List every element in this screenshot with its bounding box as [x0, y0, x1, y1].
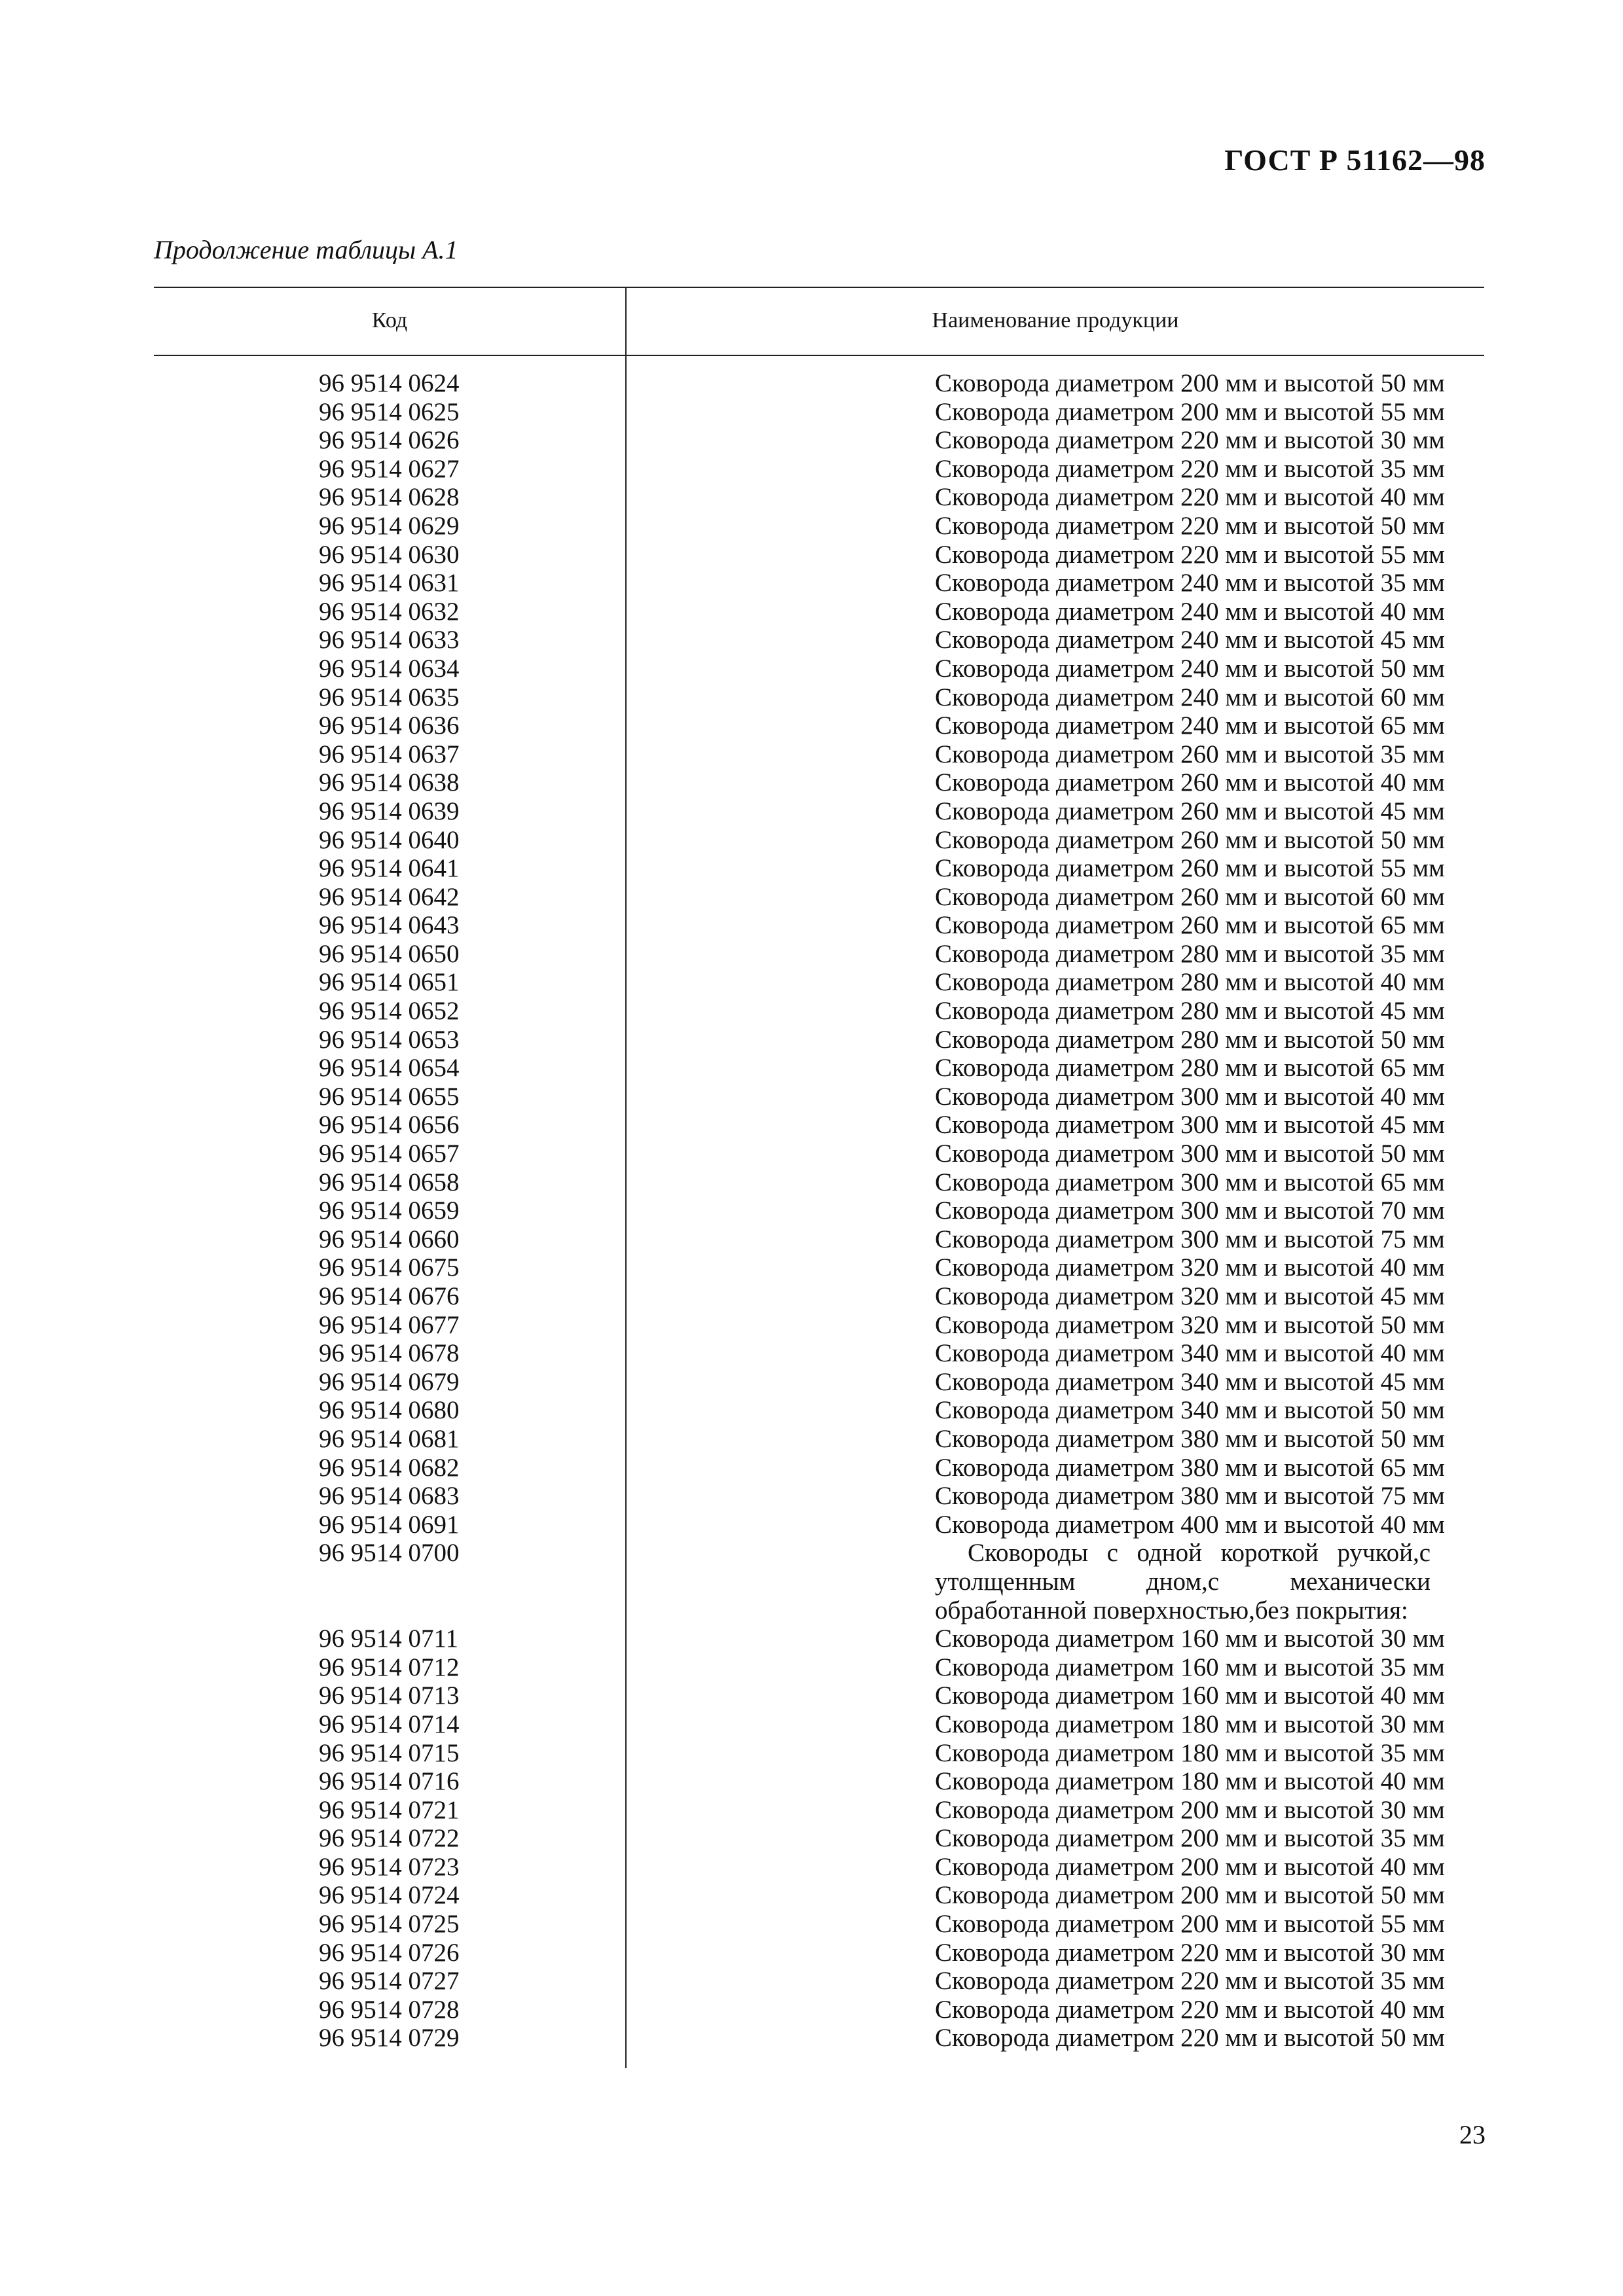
product-name: Сковорода диаметром 300 мм и высотой 40 мм [935, 1082, 1445, 1111]
column-header-name: Наименование продукции [932, 308, 1179, 332]
product-name: Сковорода диаметром 280 мм и высотой 65 мм [935, 1054, 1445, 1083]
product-code: 96 9514 0712 [319, 1653, 460, 1681]
product-code: 96 9514 0722 [319, 1824, 460, 1853]
table-row [154, 626, 1484, 655]
product-code: 96 9514 0700 [319, 1539, 460, 1568]
table-body [154, 369, 1484, 2053]
table-row [154, 1681, 1484, 1710]
product-code: 96 9514 0678 [319, 1339, 460, 1368]
product-code: 96 9514 0682 [319, 1453, 460, 1482]
product-name: Сковорода диаметром 240 мм и высотой 50 мм [935, 654, 1445, 683]
product-name: Сковорода диаметром 200 мм и высотой 35 мм [935, 1824, 1445, 1853]
product-name: Сковорода диаметром 200 мм и высотой 55 мм [935, 1910, 1445, 1939]
table-row [154, 940, 1484, 969]
product-name: Сковорода диаметром 240 мм и высотой 65 мм [935, 711, 1445, 740]
table-row [154, 1624, 1484, 1653]
table-row [154, 541, 1484, 569]
product-code: 96 9514 0658 [319, 1168, 460, 1196]
product-name: Сковорода диаметром 180 мм и высотой 35 мм [935, 1738, 1445, 1767]
table-row [154, 455, 1484, 484]
product-code: 96 9514 0625 [319, 397, 460, 426]
product-name: Сковорода диаметром 220 мм и высотой 30 мм [935, 1938, 1445, 1967]
product-name: Сковорода диаметром 260 мм и высотой 65 мм [935, 911, 1445, 940]
table-row [154, 1253, 1484, 1282]
product-name: Сковорода диаметром 220 мм и высотой 35 мм [935, 1967, 1445, 1996]
table-row [154, 1939, 1484, 1967]
table-caption: Продолжение таблицы А.1 [154, 235, 458, 264]
product-name: Сковорода диаметром 380 мм и высотой 65 мм [935, 1453, 1445, 1482]
product-name: Сковорода диаметром 200 мм и высотой 40 мм [935, 1852, 1445, 1881]
product-name: Сковорода диаметром 260 мм и высотой 55 мм [935, 854, 1445, 883]
table-row [154, 1339, 1484, 1368]
product-name: Сковорода диаметром 260 мм и высотой 35 мм [935, 740, 1445, 768]
product-code: 96 9514 0727 [319, 1967, 460, 1996]
table-row [154, 1996, 1484, 2024]
table-row [154, 968, 1484, 997]
product-name: Сковорода диаметром 240 мм и высотой 60 мм [935, 683, 1445, 711]
product-code: 96 9514 0641 [319, 854, 460, 883]
product-group-name [625, 1539, 1484, 1624]
table-row [154, 1196, 1484, 1225]
table-row [154, 483, 1484, 512]
table-row [154, 854, 1484, 883]
product-code: 96 9514 0656 [319, 1111, 460, 1139]
table-row [154, 512, 1484, 541]
product-code: 96 9514 0728 [319, 1995, 460, 2024]
product-code: 96 9514 0724 [319, 1881, 460, 1910]
table-row [154, 1910, 1484, 1939]
product-group-text: Сковороды с одной короткой ручкой,с утолщенным дном,с механически обработанной поверхностью,без покрытия: [935, 1539, 1431, 1624]
product-code: 96 9514 0715 [319, 1738, 460, 1767]
table-row [154, 997, 1484, 1026]
product-code: 96 9514 0677 [319, 1310, 460, 1339]
product-code: 96 9514 0713 [319, 1681, 460, 1710]
product-name: Сковорода диаметром 340 мм и высотой 50 мм [935, 1396, 1445, 1425]
table-row [154, 2024, 1484, 2053]
product-table [154, 287, 1484, 2068]
product-name: Сковорода диаметром 300 мм и высотой 45 мм [935, 1111, 1445, 1139]
product-code: 96 9514 0628 [319, 483, 460, 512]
product-name: Сковорода диаметром 200 мм и высотой 55 мм [935, 397, 1445, 426]
product-name: Сковорода диаметром 220 мм и высотой 50 мм [935, 2024, 1445, 2053]
table-row [154, 398, 1484, 427]
product-code: 96 9514 0627 [319, 454, 460, 483]
product-code: 96 9514 0652 [319, 997, 460, 1026]
table-row [154, 1881, 1484, 1910]
product-name: Сковорода диаметром 160 мм и высотой 35 мм [935, 1653, 1445, 1681]
table-row [154, 655, 1484, 683]
column-header-code: Код [371, 308, 408, 332]
product-code: 96 9514 0626 [319, 426, 460, 455]
page-number: 23 [1459, 2120, 1486, 2149]
product-name: Сковорода диаметром 300 мм и высотой 75 мм [935, 1225, 1445, 1253]
document-code: ГОСТ Р 51162—98 [1224, 143, 1486, 177]
product-code: 96 9514 0721 [319, 1795, 460, 1824]
product-code: 96 9514 0659 [319, 1196, 460, 1225]
product-name: Сковорода диаметром 280 мм и высотой 45 мм [935, 997, 1445, 1026]
table-row [154, 1767, 1484, 1796]
product-code: 96 9514 0723 [319, 1852, 460, 1881]
product-name: Сковорода диаметром 180 мм и высотой 30 мм [935, 1710, 1445, 1738]
table-row [154, 683, 1484, 712]
product-code: 96 9514 0630 [319, 540, 460, 569]
table-group-row [154, 1539, 1484, 1624]
product-name: Сковорода диаметром 240 мм и высотой 40 мм [935, 597, 1445, 626]
product-name: Сковорода диаметром 220 мм и высотой 30 мм [935, 426, 1445, 455]
product-name: Сковорода диаметром 260 мм и высотой 60 мм [935, 882, 1445, 911]
product-name: Сковорода диаметром 320 мм и высотой 45 мм [935, 1282, 1445, 1310]
product-name: Сковорода диаметром 180 мм и высотой 40 мм [935, 1767, 1445, 1796]
product-name: Сковорода диаметром 160 мм и высотой 30 мм [935, 1624, 1445, 1653]
product-code: 96 9514 0643 [319, 911, 460, 940]
table-row [154, 1225, 1484, 1254]
product-name: Сковорода диаметром 340 мм и высотой 40 мм [935, 1339, 1445, 1368]
product-code: 96 9514 0714 [319, 1710, 460, 1738]
product-code: 96 9514 0726 [319, 1938, 460, 1967]
table-row [154, 1824, 1484, 1853]
product-name: Сковорода диаметром 340 мм и высотой 45 мм [935, 1367, 1445, 1396]
product-code: 96 9514 0716 [319, 1767, 460, 1796]
product-name: Сковорода диаметром 220 мм и высотой 40 мм [935, 483, 1445, 512]
table-row [154, 911, 1484, 940]
product-code: 96 9514 0680 [319, 1396, 460, 1425]
table-row [154, 883, 1484, 912]
product-name: Сковорода диаметром 160 мм и высотой 40 мм [935, 1681, 1445, 1710]
table-row [154, 711, 1484, 740]
product-code: 96 9514 0639 [319, 797, 460, 825]
product-name: Сковорода диаметром 380 мм и высотой 75 мм [935, 1482, 1445, 1511]
product-code: 96 9514 0640 [319, 825, 460, 854]
table-header-rule [154, 355, 1484, 356]
product-code: 96 9514 0634 [319, 654, 460, 683]
product-name: Сковорода диаметром 200 мм и высотой 30 мм [935, 1795, 1445, 1824]
product-code: 96 9514 0651 [319, 968, 460, 997]
product-code: 96 9514 0657 [319, 1139, 460, 1168]
product-name: Сковорода диаметром 300 мм и высотой 65 мм [935, 1168, 1445, 1196]
product-code: 96 9514 0636 [319, 711, 460, 740]
product-name: Сковорода диаметром 240 мм и высотой 45 мм [935, 626, 1445, 655]
product-name: Сковорода диаметром 200 мм и высотой 50 мм [935, 369, 1445, 397]
table-row [154, 1796, 1484, 1825]
product-name: Сковорода диаметром 300 мм и высотой 70 мм [935, 1196, 1445, 1225]
table-row [154, 1311, 1484, 1340]
table-row [154, 740, 1484, 769]
table-row [154, 1026, 1484, 1054]
table-row [154, 1967, 1484, 1996]
product-code: 96 9514 0711 [319, 1624, 459, 1653]
product-code: 96 9514 0683 [319, 1482, 460, 1511]
product-name: Сковорода диаметром 220 мм и высотой 40 мм [935, 1995, 1445, 2024]
product-name: Сковорода диаметром 320 мм и высотой 50 мм [935, 1310, 1445, 1339]
product-name: Сковорода диаметром 240 мм и высотой 35 мм [935, 569, 1445, 598]
product-code: 96 9514 0691 [319, 1510, 460, 1539]
table-row [154, 1454, 1484, 1482]
product-code: 96 9514 0729 [319, 2024, 460, 2053]
table-row [154, 1139, 1484, 1168]
table-row [154, 1111, 1484, 1139]
product-code: 96 9514 0655 [319, 1082, 460, 1111]
product-code: 96 9514 0675 [319, 1253, 460, 1282]
table-row [154, 1282, 1484, 1311]
product-code: 96 9514 0642 [319, 882, 460, 911]
product-name: Сковорода диаметром 320 мм и высотой 40 мм [935, 1253, 1445, 1282]
product-code: 96 9514 0633 [319, 626, 460, 655]
table-row [154, 1710, 1484, 1739]
product-name: Сковорода диаметром 200 мм и высотой 50 мм [935, 1881, 1445, 1910]
table-row [154, 426, 1484, 455]
product-name: Сковорода диаметром 260 мм и высотой 50 мм [935, 825, 1445, 854]
product-name: Сковорода диаметром 300 мм и высотой 50 мм [935, 1139, 1445, 1168]
product-code: 96 9514 0653 [319, 1025, 460, 1054]
product-code: 96 9514 0635 [319, 683, 460, 711]
product-code: 96 9514 0725 [319, 1910, 460, 1939]
product-name: Сковорода диаметром 280 мм и высотой 50 мм [935, 1025, 1445, 1054]
table-row [154, 768, 1484, 797]
product-code: 96 9514 0638 [319, 768, 460, 797]
product-name: Сковорода диаметром 280 мм и высотой 35 мм [935, 939, 1445, 968]
product-code: 96 9514 0631 [319, 569, 460, 598]
table-row [154, 1168, 1484, 1197]
product-name: Сковорода диаметром 380 мм и высотой 50 мм [935, 1424, 1445, 1453]
table-row [154, 1482, 1484, 1511]
table-row [154, 598, 1484, 626]
product-name: Сковорода диаметром 220 мм и высотой 55 мм [935, 540, 1445, 569]
product-name: Сковорода диаметром 260 мм и высотой 45 мм [935, 797, 1445, 825]
product-code: 96 9514 0660 [319, 1225, 460, 1253]
product-code: 96 9514 0681 [319, 1424, 460, 1453]
product-code: 96 9514 0679 [319, 1367, 460, 1396]
table-row [154, 1853, 1484, 1882]
table-row [154, 1653, 1484, 1682]
table-row [154, 1083, 1484, 1111]
product-code: 96 9514 0650 [319, 939, 460, 968]
table-row [154, 1511, 1484, 1539]
table-row [154, 826, 1484, 855]
product-code: 96 9514 0637 [319, 740, 460, 768]
product-code: 96 9514 0676 [319, 1282, 460, 1310]
product-name: Сковорода диаметром 220 мм и высотой 50 мм [935, 511, 1445, 540]
product-name: Сковорода диаметром 260 мм и высотой 40 мм [935, 768, 1445, 797]
table-row [154, 797, 1484, 826]
table-row [154, 1425, 1484, 1454]
table-row [154, 1396, 1484, 1425]
product-code: 96 9514 0654 [319, 1054, 460, 1083]
table-row [154, 1368, 1484, 1397]
product-code: 96 9514 0629 [319, 511, 460, 540]
product-name: Сковорода диаметром 400 мм и высотой 40 мм [935, 1510, 1445, 1539]
table-row [154, 1739, 1484, 1768]
table-row [154, 569, 1484, 598]
table-row [154, 369, 1484, 398]
product-name: Сковорода диаметром 220 мм и высотой 35 мм [935, 454, 1445, 483]
product-name: Сковорода диаметром 280 мм и высотой 40 мм [935, 968, 1445, 997]
product-code: 96 9514 0632 [319, 597, 460, 626]
product-code: 96 9514 0624 [319, 369, 460, 397]
table-row [154, 1054, 1484, 1083]
